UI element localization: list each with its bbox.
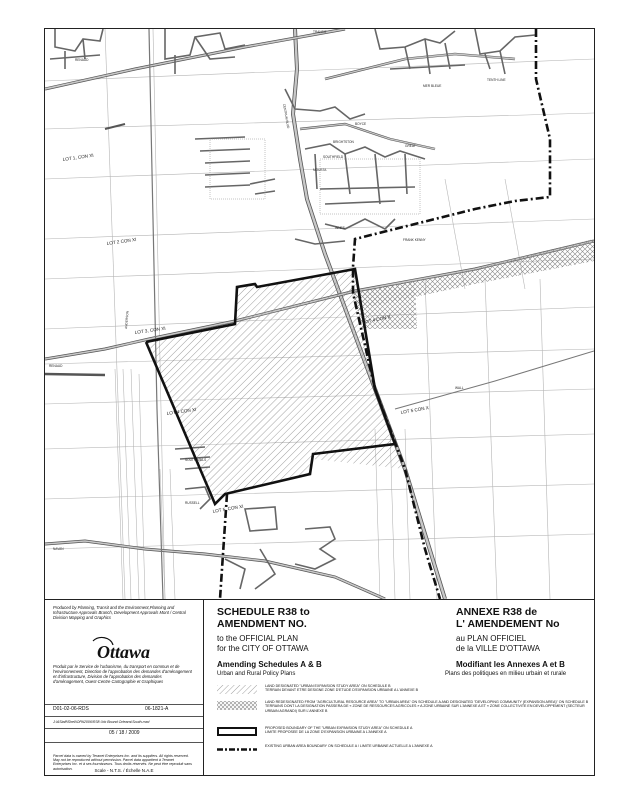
amending-heading-en: Amending Schedules A & B	[217, 660, 322, 669]
svg-text:Ottawa: Ottawa	[97, 642, 151, 662]
street-label: MER BLEUE	[423, 84, 442, 88]
credit-english: Produced by Planning, Transit and the Environment,Planning and Infrastructure Approvals Branch, Development Approvals Mont / Central Division Mapping and Graphics	[53, 605, 186, 620]
legend-text: PROPOSED BOUNDARY OF THE "URBAN EXPANSION STUDY AREA" ON SCHEDULE A LIMITE PROPOSEE DE LA ZONE D'EXPANSION URBAINE A L'ANNEXE A	[265, 726, 413, 735]
lot-label: LOT 2 CON XI	[106, 236, 137, 246]
file-path: J:\AStaff\Shell\OPA2006\R38 Urb Bound Orleans\South.mxd	[53, 720, 150, 724]
street-label: BRIGHTSTON	[333, 140, 354, 144]
legend-text: EXISTING URBAN AREA BOUNDARY ON SCHEDULE A / LIMITE URBAINE ACTUELLE A L'ANNEXE A	[265, 744, 433, 748]
street-label: FRANK KENNY	[403, 238, 426, 242]
solid-boundary-swatch	[217, 727, 257, 736]
legend-item-existing-boundary	[217, 744, 589, 758]
street-label: MOUSTA	[313, 168, 327, 172]
street-label: ANDERSON	[124, 310, 130, 330]
dotted-blocks	[210, 139, 420, 214]
lot-label: LOT 3, CON XI	[134, 325, 166, 335]
street-label: NAVAN	[53, 547, 64, 551]
copyright-disclaimer: Parcel data is owned by Teranet Enterprises Inc. and its suppliers. All rights reserved. May not be reproduced without permission. Parcel data appartient à Teranet Enterprises Inc. et à ses fournisseurs. Tous droits réservés. Ne peut être reproduit sans autorisation.	[53, 754, 192, 771]
credits-column	[45, 600, 203, 776]
code-right: 06-1821-A	[145, 706, 169, 712]
street-label: INNES	[335, 226, 345, 230]
street-label: SOUTHFIELD	[323, 155, 344, 159]
street-label: TENTH LINE	[487, 78, 506, 82]
ottawa-logo	[89, 636, 169, 662]
street-label: BOYCE	[355, 122, 367, 126]
divider	[203, 600, 204, 776]
street-label: SOUTH MILLS	[185, 458, 207, 462]
title-column	[205, 600, 594, 776]
schedule-title-fr: ANNEXE R38 de L' AMENDEMENT No	[456, 606, 560, 630]
lot-label: LOT 4 CON XI	[166, 406, 197, 416]
dashed-boundary-swatch	[217, 745, 257, 754]
map-sheet	[44, 28, 595, 776]
amending-sub-en: Urban and Rural Policy Plans	[217, 671, 296, 677]
plan-subtitle-en: to the OFFICIAL PLAN for the CITY OF OTTAWA	[217, 634, 309, 653]
lot-label: LOT 1, CON XI	[62, 152, 94, 162]
street-label: WALL	[455, 386, 464, 390]
lot-label: LOT 4 CON X	[362, 314, 392, 325]
street-label: RENAUD	[49, 364, 63, 368]
map-canvas	[45, 29, 594, 599]
date-row	[45, 728, 203, 743]
credit-french: Produit par le Service de l'urbanisme, du transport en commun et de l'environnement, Direction de l'approbation des demandes d'aménagement et d'infrastructure, Division de l'approbation des demandes d'aménagement, Ouest-Centre Cartographie et Graphiques	[53, 664, 192, 684]
street-label: CENTRUM BLVD	[282, 103, 291, 129]
code-left: D01-02-06-RDS	[53, 706, 89, 712]
scale-note: Scale - N.T.S. / Échelle N.A.E	[94, 768, 154, 773]
legend-item-proposed-boundary	[217, 726, 589, 740]
legend-item-study-area	[217, 684, 589, 698]
street-label: TRANSIT	[313, 30, 327, 34]
legend-text: LAND REDESIGNATED FROM "AGRICULTURAL RESOURCE AREA" TO "URBAN AREA" ON SCHEDULE A AND DESIGNATED "DEVELOPING COMMUNITY (EXPANSION AREA)" ON SCHEDULE B TERRAINS DONT LA DESIGNATION PASSERA DE « ZONE DE RESSOURCES AGRICOLES » A ZONE URBAINE SUR L'ANNEXE A ET « ZONE COLLECTIVITE EN DEVELOPPEMENT (SECTEUR URBAIN AGRANDI) SUR L'ANNEXE B	[265, 700, 589, 713]
amending-sub-fr: Plans des politiques en milieu urbain et rurale	[445, 671, 567, 677]
separator	[45, 742, 203, 743]
amending-heading-fr: Modifiant les Annexes A et B	[456, 660, 565, 669]
title-block	[45, 599, 594, 776]
street-label: GREAT	[405, 144, 416, 148]
diagonal-hatch-swatch	[217, 685, 257, 694]
legend-item-redesignated	[217, 700, 589, 720]
plan-subtitle-fr: au PLAN OFFICIEL de la VILLE D'OTTAWA	[456, 634, 540, 653]
lot-label: LOT 5, CON XI	[212, 503, 244, 514]
crosshatch-swatch	[217, 701, 257, 710]
street-label: RUSSELL	[185, 501, 200, 505]
street-label: RENAUD	[75, 58, 89, 62]
map-area	[45, 29, 594, 599]
map-date: 05 / 18 / 2009	[109, 730, 140, 736]
schedule-title-en: SCHEDULE R38 to AMENDMENT NO.	[217, 606, 310, 630]
lot-label: LOT 5 CON X	[400, 405, 430, 415]
legend-text: LAND DESIGNATED "URBAN EXPANSION STUDY AREA" ON SCHEDULE B TERRAIN DEVANT ETRE DESIGNE ZONE D'ETUDE D'EXPANSION URBAINE A L'ANNEXE B	[265, 684, 419, 693]
